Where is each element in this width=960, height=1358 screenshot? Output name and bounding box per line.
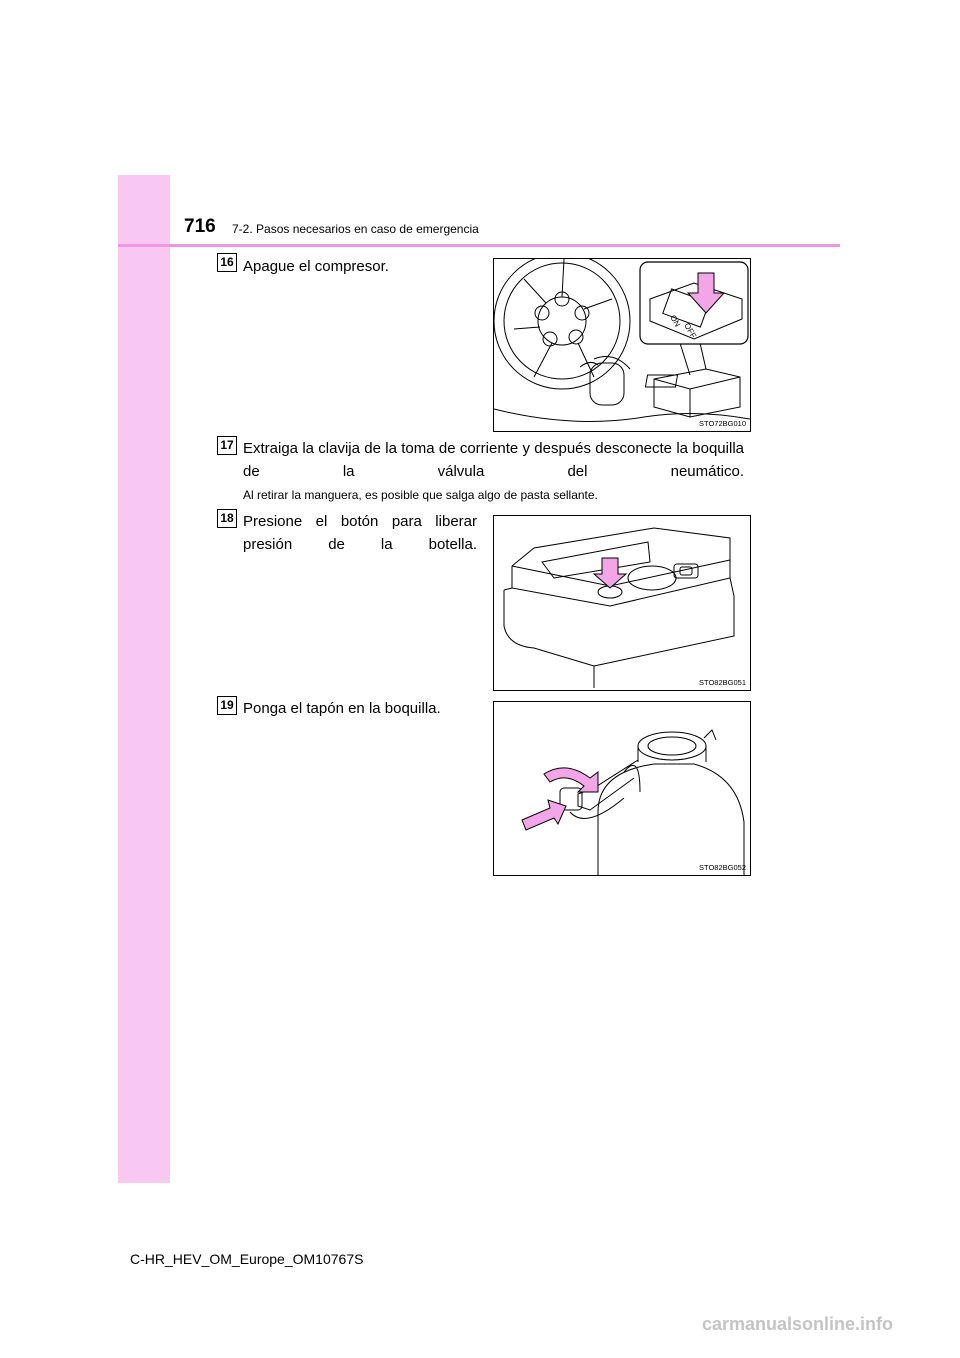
step-number-19: 19	[217, 696, 237, 715]
document-id: C-HR_HEV_OM_Europe_OM10767S	[130, 1251, 364, 1267]
push-arrow	[522, 800, 566, 830]
section-title: 7-2. Pasos necesarios en caso de emergencia	[232, 222, 479, 236]
header-rule	[118, 244, 840, 247]
step-16-text: Apague el compresor.	[243, 258, 389, 275]
step-17-text: Extraiga la clavija de la toma de corriente y después desconecte la boquilla de la válvula del neumático.	[243, 440, 744, 480]
compressor-off-illustration	[494, 259, 750, 431]
watermark: carmanualsonline.info	[702, 1314, 894, 1334]
step-19-text: Ponga el tapón en la boquilla.	[243, 700, 441, 717]
step-number-16: 16	[217, 253, 237, 272]
figure-cap-nozzle	[493, 701, 751, 876]
chapter-side-tab	[118, 175, 170, 1183]
step-number-18: 18	[217, 509, 237, 528]
step-17-note: Al retirar la manguera, es posible que salga algo de pasta sellante.	[243, 488, 598, 502]
figure-compressor-off	[493, 258, 751, 432]
switch-on-label: ON	[668, 313, 683, 329]
bottle-cap-illustration	[494, 702, 750, 875]
compressor-button-illustration	[494, 516, 750, 690]
switch-off-label: OFF	[682, 321, 699, 340]
page-number: 716	[184, 216, 216, 237]
figure-code: STO72BG010	[699, 419, 746, 428]
figure-code: STO82BG052	[699, 863, 746, 872]
step-18-text: Presione el botón para liberar presión de la botella.	[243, 513, 477, 553]
step-number-17: 17	[217, 436, 237, 455]
figure-pressure-release-button	[493, 515, 751, 691]
figure-code: STO82BG051	[699, 678, 746, 687]
